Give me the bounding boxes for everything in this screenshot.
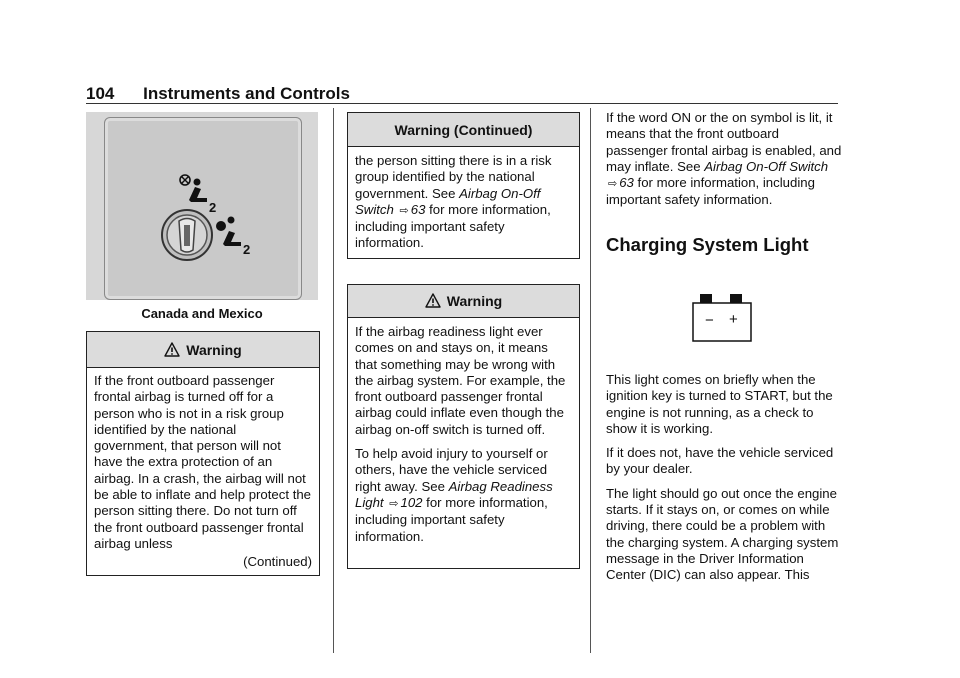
svg-text:2: 2	[209, 200, 217, 215]
paragraph-1: This light comes on briefly when the ignition key is turned to START, but the engine is not running, as a check to show it is working.	[606, 372, 833, 436]
page-ref[interactable]: 63	[410, 201, 426, 217]
figure-caption: Canada and Mexico	[141, 306, 263, 321]
airbag-on-icon	[216, 217, 250, 258]
page-ref-arrow-icon: ⇨	[399, 204, 409, 217]
paragraph-3: The light should go out once the engine starts. If it stays on, or comes on while driving, there could be a problem with the charging system. A charging system message in the Driver Information Center (DIC) can also appear. This	[606, 485, 839, 583]
paragraph-2: If it does not, have the vehicle serviced by your dealer.	[606, 445, 834, 477]
airbag-switch-figure	[86, 112, 318, 300]
warning-text: If the front outboard passenger frontal airbag is turned off for a person who is not in a risk group identified by the national government, that person will not have the extra protection of an airbag. In a crash, the airbag will not be able to inflate and help protect the person sitting there. Do not turn off the front outboard passenger frontal airbag unless	[94, 373, 312, 551]
warning-title: Warning	[186, 341, 242, 358]
warning-icon	[164, 342, 180, 358]
switch-panel	[104, 117, 302, 300]
airbag-off-icon	[180, 175, 216, 215]
warning-box-middle	[347, 284, 580, 569]
airbag-switch-illustration	[105, 118, 301, 299]
cross-reference-link[interactable]: Airbag On-Off Switch	[704, 158, 829, 174]
page-number: 104	[86, 84, 115, 103]
warning-header	[87, 332, 319, 368]
warning-header	[348, 285, 579, 318]
page-ref[interactable]: 63	[619, 175, 634, 191]
warning-continued-header	[348, 113, 579, 147]
warning-icon	[425, 293, 441, 309]
battery-minus-label: −	[705, 312, 714, 329]
warning-box-continued	[347, 112, 580, 259]
section-title: Charging System Light	[606, 234, 809, 255]
continued-label: (Continued)	[243, 554, 312, 570]
page-ref-arrow-icon: ⇨	[608, 178, 618, 191]
section-heading: Instruments and Controls	[143, 84, 350, 103]
column-divider-left	[333, 108, 334, 653]
warning-para-2: To help avoid injury to yourself or others, have the vehicle serviced right away. See Airbag Readiness Light ⇨ 102 for more information, including important safety information.	[355, 446, 553, 544]
battery-icon	[690, 292, 754, 344]
page-ref-arrow-icon: ⇨	[389, 497, 399, 510]
intro-paragraph: If the word ON or the on symbol is lit, it means that the front outboard passenger frontal airbag is enabled, and may inflate. See Airbag On-Off Switch ⇨ 63 for more information, including important safety information.	[606, 110, 842, 208]
page-ref[interactable]: 102	[400, 494, 423, 510]
cross-reference-link[interactable]: Airbag On-Off Switch	[355, 185, 541, 217]
warning-continued-text: the person sitting there is in a risk group identified by the national government. See Airbag On-Off Switch ⇨ 63 for more information, including important safety information.	[355, 153, 552, 251]
header-rule	[86, 103, 838, 104]
warning-continued-title: Warning (Continued)	[394, 121, 533, 138]
warning-box-left	[86, 331, 320, 576]
cross-reference-link[interactable]: Airbag Readiness Light	[355, 478, 553, 510]
battery-plus-label: +	[729, 311, 738, 328]
switch-knob	[162, 210, 212, 260]
column-divider-right	[590, 108, 591, 653]
charging-light-text	[606, 372, 842, 592]
svg-text:2: 2	[243, 242, 251, 257]
warning-para-1: If the airbag readiness light ever comes on and stays on, it means that something may be wrong with the airbag system. For example, the front outboard passenger frontal airbag could inflate even though the airbag on-off switch is turned off.	[355, 324, 566, 437]
page-header	[86, 84, 350, 104]
warning-title: Warning	[446, 293, 503, 309]
